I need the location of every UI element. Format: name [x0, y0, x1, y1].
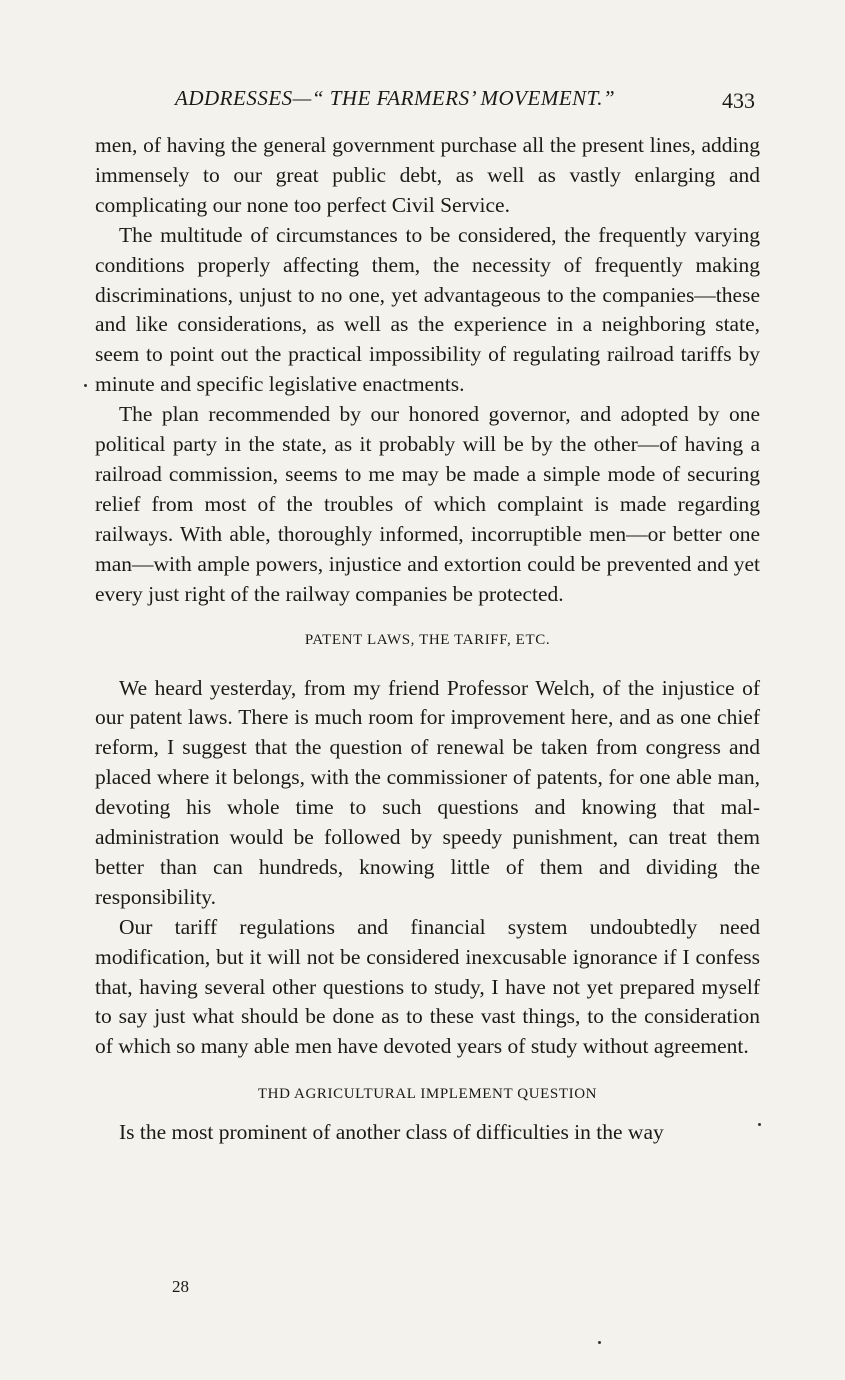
print-speck — [84, 384, 87, 387]
paragraph-1: men, of having the general government purchase all the present lines, adding immensely to our great public debt, as well as vastly enlarging and complicating our none too perfect Civil Service. — [95, 133, 760, 217]
page-body — [95, 131, 760, 1148]
page-number: 433 — [722, 88, 755, 113]
paragraph-5: Our tariff regulations and financial system undoubtedly need modification, but it will not be considered inexcusable ignorance if I confess that, having several other questions to study, I have not yet prepared myself to say just what should be done as to these vast things, to the consideration of which so many able men have devoted years of study without agreement. — [95, 914, 760, 1059]
running-head: ADDRESSES—“ THE FARMERS’ MOVEMENT.” — [175, 86, 616, 110]
paragraph-6: Is the most prominent of another class of difficulties in the way — [119, 1120, 664, 1145]
paragraph-2: The multitude of circumstances to be considered, the frequently varying conditions properly affecting them, the necessity of frequently making discriminations, unjust to no one, yet advantageous to the companies—these and like considerations, as well as the experience in a neighboring state, seem to point out the practical impossibility of regulating railroad tariffs by minute and specific legislative enactments. — [95, 222, 760, 397]
section-heading-agricultural-implement: THD AGRICULTURAL IMPLEMENT QUESTION — [257, 1086, 598, 1103]
print-speck — [758, 1123, 761, 1126]
signature-mark: 28 — [172, 1277, 189, 1296]
section-heading-patent-laws: PATENT LAWS, THE TARIFF, ETC. — [304, 631, 551, 648]
print-speck — [598, 1341, 601, 1344]
paragraph-4: We heard yesterday, from my friend Professor Welch, of the injustice of our patent laws. There is much room for improvement here, and as one chief reform, I suggest that the question of renewal be taken from congress and placed where it belongs, with the commissioner of patents, for one able man, devoting his whole time to such questions and knowing that mal-administration would be followed by speedy punishment, can treat them better than can hundreds, knowing little of them and dividing the responsibility. — [95, 675, 760, 909]
paragraph-3: The plan recommended by our honored governor, and adopted by one political party in the state, as it probably will be by the other—of having a railroad commission, seems to me may be made a simple mode of securing relief from most of the troubles of which complaint is made regarding railways. With able, thoroughly informed, incorruptible men—or better one man—with ample powers, injustice and extortion could be prevented and yet every just right of the railway companies be protected. — [95, 402, 760, 606]
